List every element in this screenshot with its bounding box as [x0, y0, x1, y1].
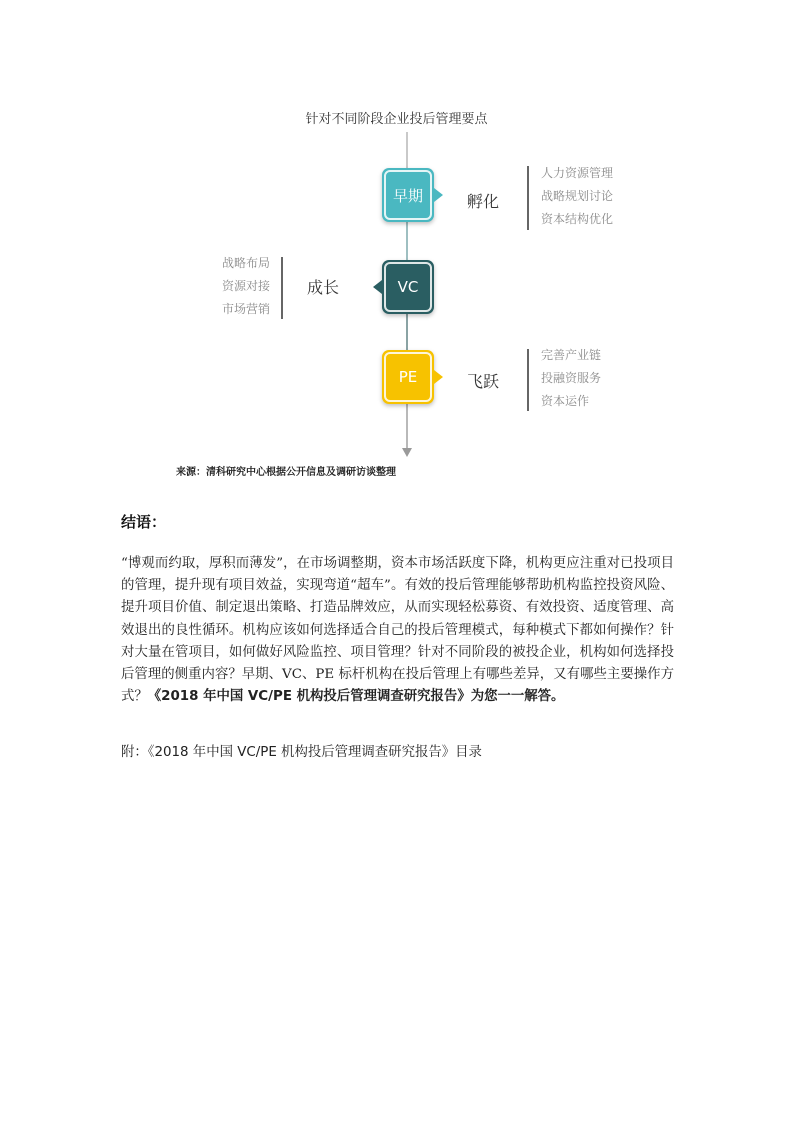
- stage-pe-pointer-icon: [434, 370, 443, 384]
- stage-early-label: 孵化: [467, 192, 500, 211]
- conclusion-body: “博观而约取，厚积而薄发”，在市场调整期，资本市场活跃度下降，机构更应注重对已投项目的管理，提升现有项目效益，实现弯道“超车”。有效的投后管理能够帮助机构监控投资风险、提升项目价值、制定退出策略、打造品牌效应，从而实现轻松募资、有效投资、适度管理、高效退出的良性循环。机构应该如何选择适合自己的投后管理模式，每种模式下都如何操作？针对大量在管项目，如何做好风险监控、项目管理？针对不同阶段的被投企业，机构如何选择投后管理的侧重内容？早期、VC、PE 标杆机构在投后管理上有哪些差异，又有哪些主要操作方式？: [121, 556, 674, 705]
- stage-pe-text: PE: [398, 368, 418, 386]
- stage-vc-label: 成长: [307, 278, 340, 297]
- timeline-axis-bottom: [406, 404, 408, 450]
- timeline-axis-upper: [406, 222, 408, 260]
- timeline-arrow-icon: [402, 448, 412, 457]
- timeline-axis-top: [406, 132, 408, 168]
- section-heading: 结语：: [121, 513, 167, 531]
- stage-early-text: 早期: [392, 186, 423, 205]
- stage-vc-text: VC: [397, 278, 419, 296]
- list-item: 资本结构优化: [541, 212, 614, 226]
- report-highlight: 《2018 年中国 VC/PE 机构投后管理调查研究报告》为您一一解答。: [147, 689, 565, 705]
- list-item: 投融资服务: [541, 371, 602, 385]
- timeline-axis-middle: [406, 314, 408, 350]
- appendix-line: 附：《2018 年中国 VC/PE 机构投后管理调查研究报告》目录: [121, 745, 482, 760]
- figure-source: 来源：清科研究中心根据公开信息及调研访谈整理: [176, 467, 396, 478]
- list-item: 资源对接: [221, 279, 270, 293]
- stage-pe-label: 飞跃: [467, 372, 500, 391]
- stage-pe-items: [541, 344, 601, 413]
- conclusion-paragraph: [121, 553, 674, 708]
- stage-vc-bracket: [281, 257, 283, 319]
- list-item: 资本运作: [541, 394, 590, 408]
- stage-vc-box: [382, 260, 434, 314]
- stage-early-pointer-icon: [434, 188, 443, 202]
- list-item: 战略布局: [221, 256, 270, 270]
- stage-pe-box: [382, 350, 434, 404]
- stage-pe-bracket: [527, 349, 529, 411]
- list-item: 完善产业链: [541, 348, 602, 362]
- stage-early-items: [541, 162, 613, 231]
- figure-title: 针对不同阶段企业投后管理要点: [305, 112, 488, 127]
- stage-early-box: [382, 168, 434, 222]
- list-item: 战略规划讨论: [541, 189, 614, 203]
- stage-vc-pointer-icon: [373, 280, 382, 294]
- stage-vc-items: [220, 252, 270, 321]
- list-item: 人力资源管理: [541, 166, 614, 180]
- list-item: 市场营销: [221, 302, 270, 316]
- stage-early-bracket: [527, 166, 529, 230]
